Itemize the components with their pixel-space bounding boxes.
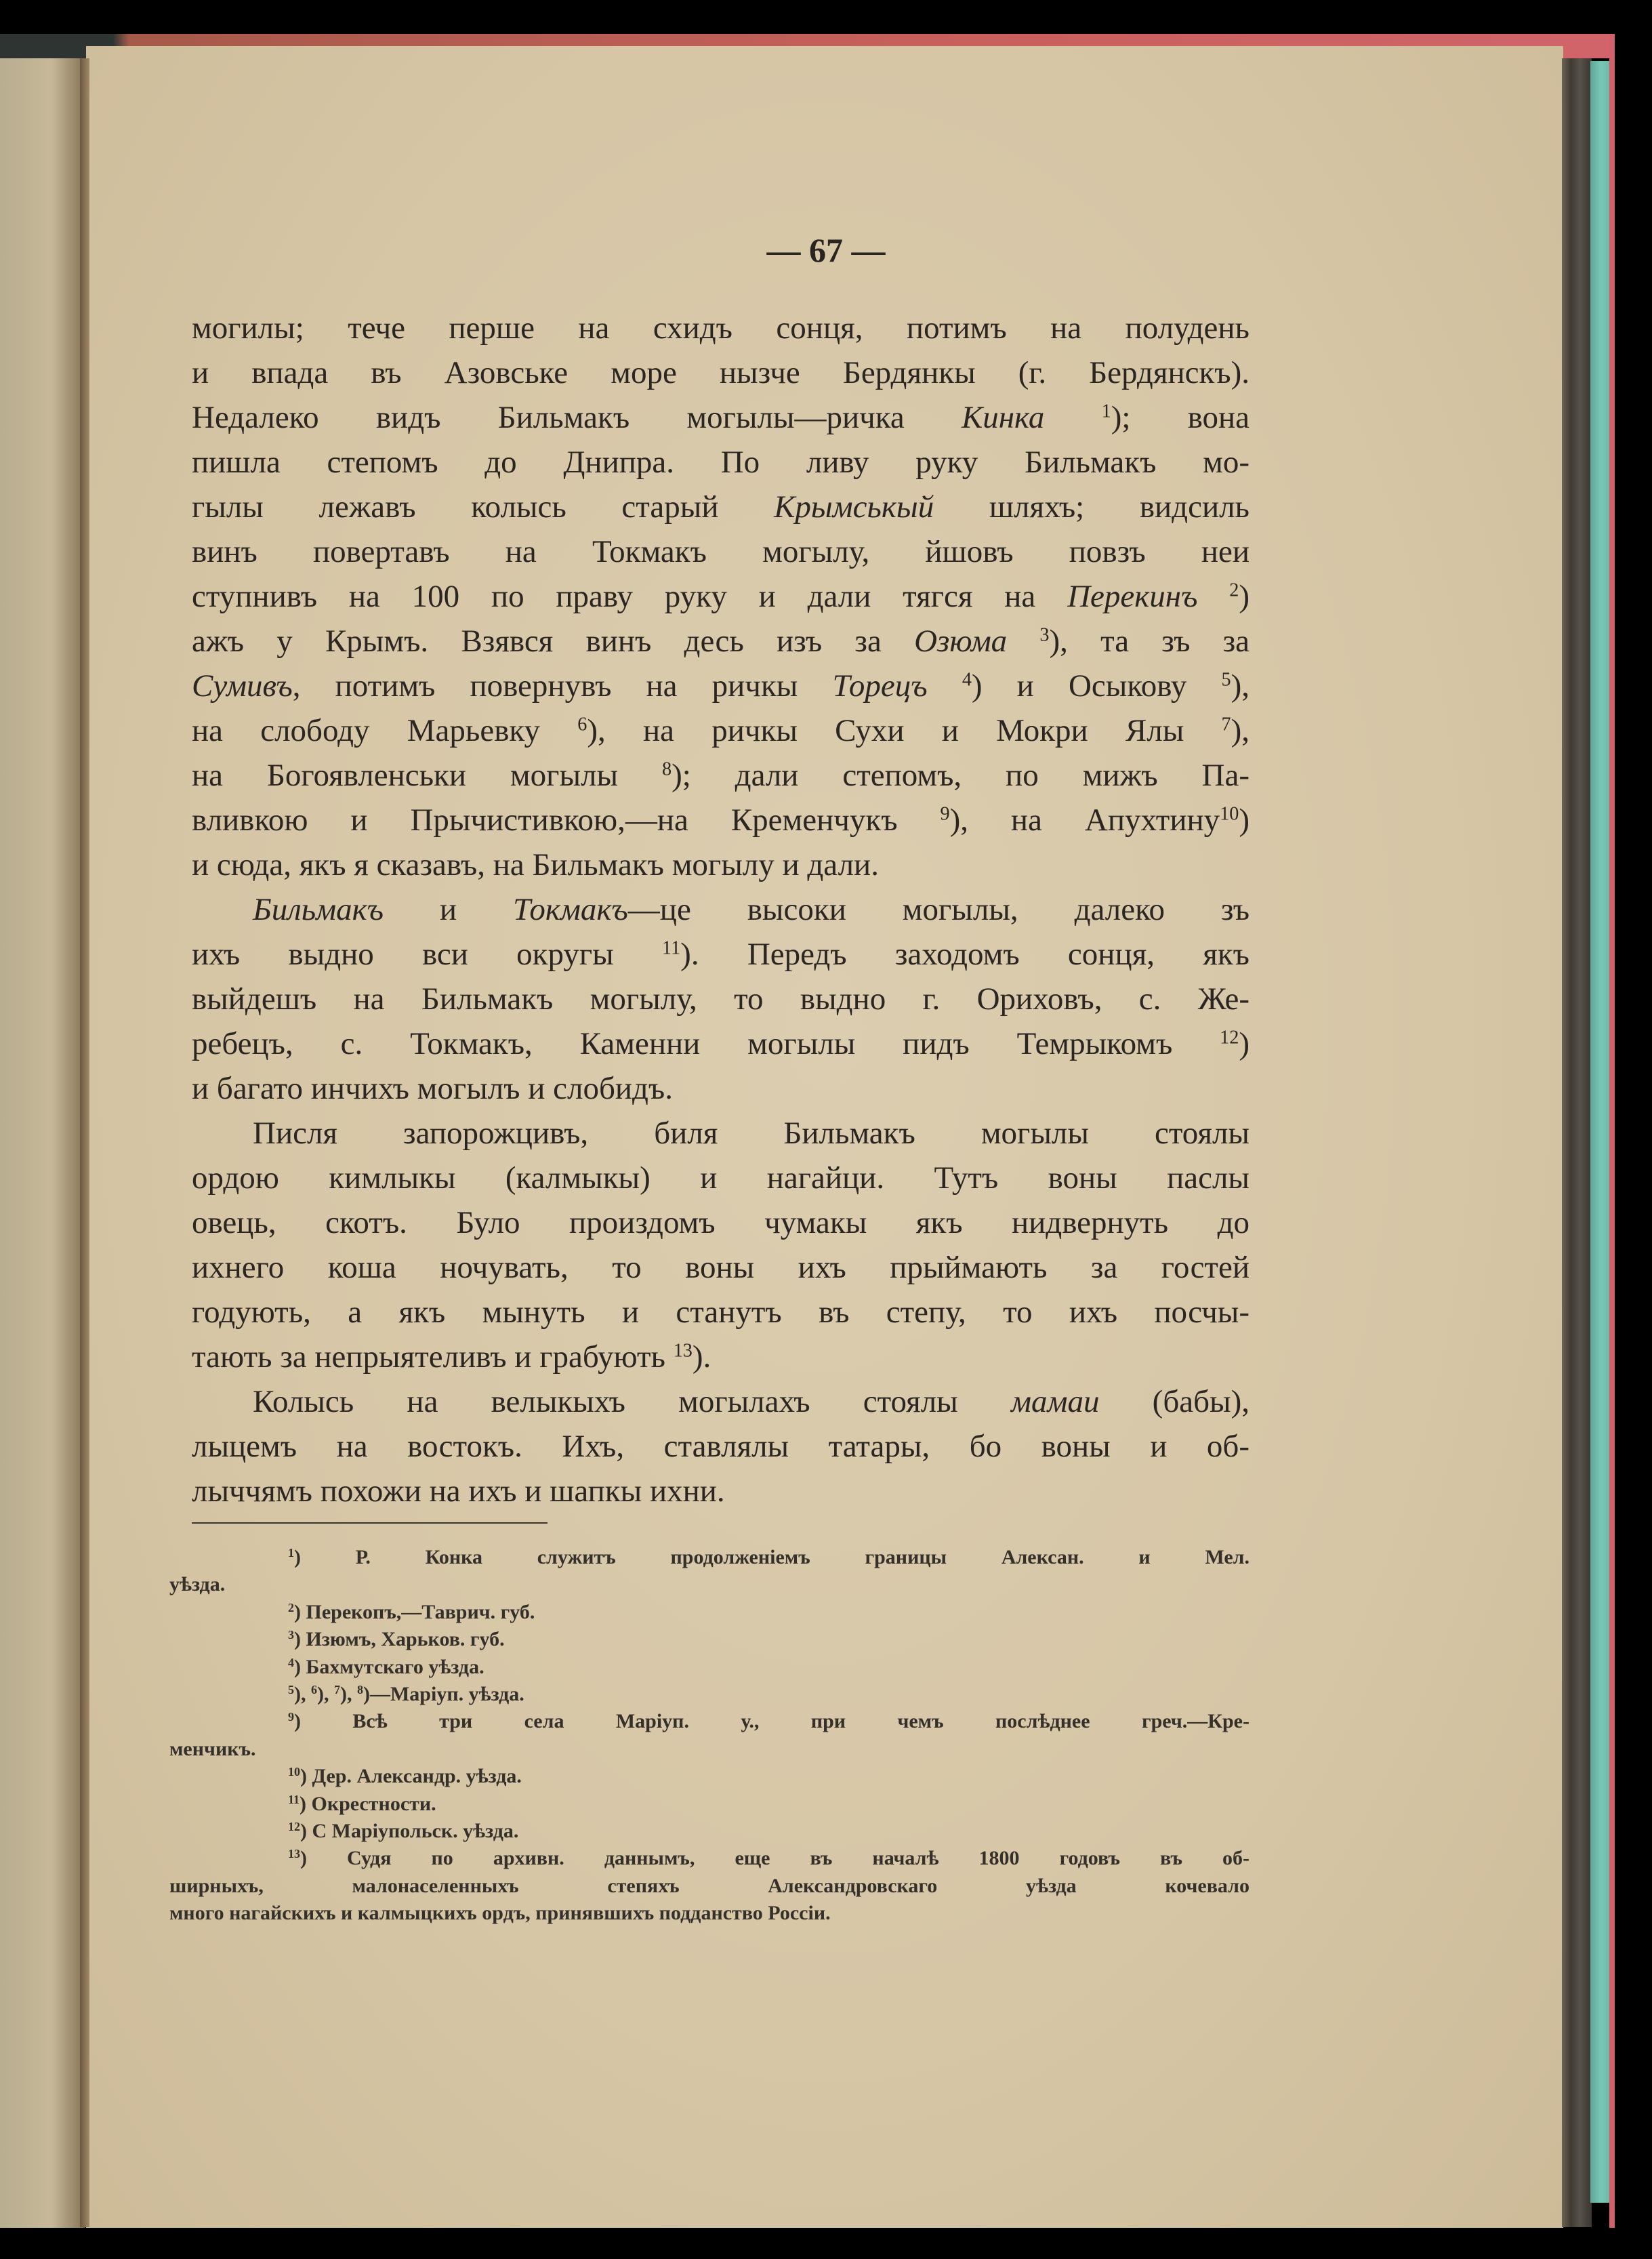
text-run: ) Р. Конка служитъ продолженіемъ границы Алексан. и Мел. <box>294 1546 1250 1568</box>
text-run: ступнивъ на 100 по праву руку и дали тягся на <box>192 579 1068 614</box>
footnote-ref: 3 <box>1039 624 1050 646</box>
text-run: овець, скотъ. Було произдомъ чумакы якъ нидвернуть до <box>192 1205 1250 1240</box>
text-line <box>169 1626 1250 1653</box>
text-line <box>192 395 1250 440</box>
text-line <box>169 1736 1250 1763</box>
text-line <box>169 1599 1250 1626</box>
footnote-ref: 7 <box>334 1683 340 1697</box>
page-gutter <box>80 58 89 2227</box>
text-run: ) <box>1239 802 1250 838</box>
footnote-ref: 5 <box>288 1683 294 1697</box>
text-run: ) Окрестности. <box>300 1792 436 1815</box>
footnote-ref: 10 <box>288 1765 300 1779</box>
italic-term: Озюма <box>914 624 1008 659</box>
text-line <box>192 1021 1250 1066</box>
text-line <box>192 708 1250 753</box>
text-line <box>169 1818 1250 1845</box>
text-line <box>169 1654 1250 1681</box>
text-run: ); дали степомъ, по мижъ Па- <box>672 758 1250 793</box>
text-run: ), <box>317 1682 334 1705</box>
text-run: ) <box>1239 1026 1250 1061</box>
text-run: могилы; тече перше на схидъ сонця, потимъ на полудень <box>192 310 1250 346</box>
text-run: много нагайскихъ и калмыцкихъ ордъ, принявшихъ подданство Россіи. <box>169 1902 831 1925</box>
text-run: ажъ у Крымъ. Взявся винъ десь изъ за <box>192 624 915 659</box>
text-run: и впада въ Азовське море нызче Бердянкы (г. Бердянскъ). <box>192 355 1250 390</box>
text-run <box>928 668 962 704</box>
text-run: ) Судя по архивн. даннымъ, еще въ началѣ 1800 годовъ въ об- <box>300 1847 1250 1870</box>
text-line <box>169 1708 1250 1735</box>
text-run: Недалеко видъ Бильмакъ могылы—ричка <box>192 400 962 435</box>
text-run: ), <box>294 1682 311 1705</box>
text-run: ребецъ, с. Токмакъ, Каменни могылы пидъ Темрыкомъ <box>192 1026 1220 1061</box>
text-run: менчикъ. <box>169 1737 256 1760</box>
text-run: ) С Маріупольск. уѣзда. <box>300 1819 519 1842</box>
text-run: годують, а якъ мынуть и станутъ въ степу, то ихъ посчы- <box>192 1295 1250 1330</box>
text-line <box>192 887 1250 932</box>
text-run <box>1197 579 1229 614</box>
text-run: на Богоявленськи могылы <box>192 758 662 793</box>
text-run: ), на ричкы Сухи и Мокри Ялы <box>587 713 1222 748</box>
italic-term: Крымськый <box>774 489 934 525</box>
text-line <box>169 1791 1250 1818</box>
text-line <box>192 440 1250 485</box>
footnote-ref: 3 <box>288 1628 294 1642</box>
text-line <box>192 1424 1250 1469</box>
italic-term: Торецъ <box>832 668 928 704</box>
text-run: ) Перекопъ,—Таврич. губ. <box>294 1600 535 1623</box>
text-run: , потимъ повернувъ на ричкы <box>292 668 833 704</box>
text-line <box>192 306 1250 350</box>
text-line <box>192 842 1250 887</box>
page-number: — 67 — <box>766 231 886 269</box>
text-run: лыцемъ на востокъ. Ихъ, ставлялы татары, бо воны и об- <box>192 1429 1250 1464</box>
footnote-ref: 9 <box>288 1710 294 1724</box>
text-run: ), <box>1231 668 1250 704</box>
footnotes <box>169 1544 1250 1927</box>
footnote-ref: 10 <box>1220 803 1239 825</box>
text-line <box>192 529 1250 574</box>
red-cover-edge <box>1609 34 1615 2228</box>
text-run: шляхъ; видсиль <box>934 489 1250 525</box>
text-run <box>1044 400 1101 435</box>
text-run <box>1007 624 1039 659</box>
text-line <box>169 1845 1250 1872</box>
italic-term: Токмакъ <box>512 892 628 927</box>
footnote-ref: 9 <box>940 803 950 825</box>
text-run: ихъ выдно вси округы <box>192 937 663 972</box>
text-run: ), <box>340 1682 357 1705</box>
text-run: уѣзда. <box>169 1573 226 1596</box>
footnote-ref: 2 <box>288 1600 294 1614</box>
text-run: Колысь на велыкыхъ могылахъ стоялы <box>253 1384 1011 1419</box>
footnote-ref: 12 <box>288 1820 300 1834</box>
text-run: ) Всѣ три села Маріуп. у., при чемъ послѣднее греч.—Кре- <box>294 1710 1250 1733</box>
text-run: ) <box>1239 579 1250 614</box>
italic-term: мамаи <box>1010 1384 1100 1419</box>
text-line <box>192 619 1250 664</box>
text-line <box>192 1245 1250 1290</box>
text-run: )—Маріуп. уѣзда. <box>363 1682 524 1705</box>
text-line <box>169 1873 1250 1900</box>
text-line <box>169 1763 1250 1790</box>
text-run: (бабы), <box>1099 1384 1250 1419</box>
text-line <box>192 1335 1250 1379</box>
text-line <box>192 350 1250 395</box>
footnote-ref: 8 <box>661 758 672 780</box>
text-run: ), та зъ за <box>1049 624 1250 659</box>
text-run: ). Передъ заходомъ сонця, якъ <box>680 937 1250 972</box>
footnote-ref: 2 <box>1229 579 1239 601</box>
footnote-separator <box>192 1522 548 1524</box>
page-stack-edge <box>1562 58 1592 2227</box>
text-run: ордою кимлыкы (калмыкы) и нагайци. Тутъ воны паслы <box>192 1160 1250 1196</box>
italic-term: Сумивъ <box>192 668 293 704</box>
text-run: ). <box>692 1339 711 1375</box>
text-line <box>169 1681 1250 1708</box>
text-run: лыччямъ похожи на ихъ и шапкы ихни. <box>192 1473 725 1509</box>
text-line <box>169 1900 1250 1927</box>
text-run: и багато инчихъ могылъ и слобидъ. <box>192 1071 673 1106</box>
text-line <box>192 1066 1250 1111</box>
text-run: ихнего коша ночувать, то воны ихъ прыймають за гостей <box>192 1250 1250 1285</box>
text-line <box>192 1156 1250 1200</box>
text-line <box>192 485 1250 529</box>
left-page-edge <box>0 34 85 2228</box>
text-line <box>192 1111 1250 1156</box>
text-run: ), <box>1231 713 1250 748</box>
footnote-ref: 7 <box>1221 714 1231 735</box>
footnote-ref: 6 <box>311 1683 317 1697</box>
footnote-ref: 6 <box>577 714 587 735</box>
footnote-ref: 8 <box>357 1683 363 1697</box>
text-run: ) Бахмутскаго уѣзда. <box>294 1655 484 1678</box>
text-line <box>192 664 1250 708</box>
text-line <box>192 1290 1250 1335</box>
footnote-ref: 11 <box>288 1792 300 1806</box>
text-line <box>192 977 1250 1021</box>
italic-term: Кинка <box>962 400 1045 435</box>
text-run: ); вона <box>1111 400 1250 435</box>
text-line <box>192 574 1250 619</box>
text-run: ширныхъ, малонаселенныхъ степяхъ Александровскаго уѣзда кочевало <box>169 1874 1250 1897</box>
text-line <box>192 1379 1250 1424</box>
text-run: вливкою и Прычистивкою,—на Кременчукъ <box>192 802 941 838</box>
text-run: —це высоки могылы, далеко зъ <box>627 892 1250 927</box>
text-run: на слободу Марьевку <box>192 713 578 748</box>
footnote-ref: 1 <box>288 1546 294 1560</box>
text-run: ) Дер. Александр. уѣзда. <box>300 1765 522 1788</box>
footnote-ref: 13 <box>673 1340 693 1362</box>
text-run: ) и Осыкову <box>971 668 1222 704</box>
text-run: Писля запорожцивъ, биля Бильмакъ могылы стоялы <box>253 1116 1250 1151</box>
footnote-ref: 5 <box>1221 669 1231 691</box>
footnote-ref: 4 <box>962 669 972 691</box>
text-line <box>192 753 1250 798</box>
text-run: винъ повертавъ на Токмакъ могылу, йшовъ повзъ неи <box>192 534 1250 569</box>
text-line <box>192 1469 1250 1513</box>
footnote-ref: 12 <box>1220 1027 1239 1049</box>
text-line <box>192 798 1250 842</box>
text-line <box>169 1544 1250 1571</box>
body-text <box>192 306 1250 1513</box>
text-line <box>192 932 1250 977</box>
text-run: и <box>383 892 513 927</box>
text-run: выйдешъ на Бильмакъ могылу, то выдно г. Ориховъ, с. Же- <box>192 981 1250 1017</box>
text-line <box>169 1571 1250 1598</box>
footnote-ref: 13 <box>288 1847 300 1861</box>
text-run: ) Изюмъ, Харьков. губ. <box>294 1628 505 1651</box>
text-run: пишла степомъ до Днипра. По ливу руку Бильмакъ мо- <box>192 445 1250 480</box>
footnote-ref: 4 <box>288 1655 294 1669</box>
text-run: гылы лежавъ колысь старый <box>192 489 775 525</box>
text-line <box>192 1200 1250 1245</box>
text-run: ), на Апухтину <box>949 802 1220 838</box>
footnote-ref: 11 <box>662 937 681 959</box>
italic-term: Бильмакъ <box>253 892 384 927</box>
italic-term: Перекинъ <box>1067 579 1198 614</box>
teal-page-edge <box>1590 61 1611 2203</box>
text-run: и сюда, якъ я сказавъ, на Бильмакъ могылу и дали. <box>192 847 879 882</box>
text-run: тають за непрыятеливъ и грабують <box>192 1339 674 1375</box>
footnote-ref: 1 <box>1101 401 1111 422</box>
